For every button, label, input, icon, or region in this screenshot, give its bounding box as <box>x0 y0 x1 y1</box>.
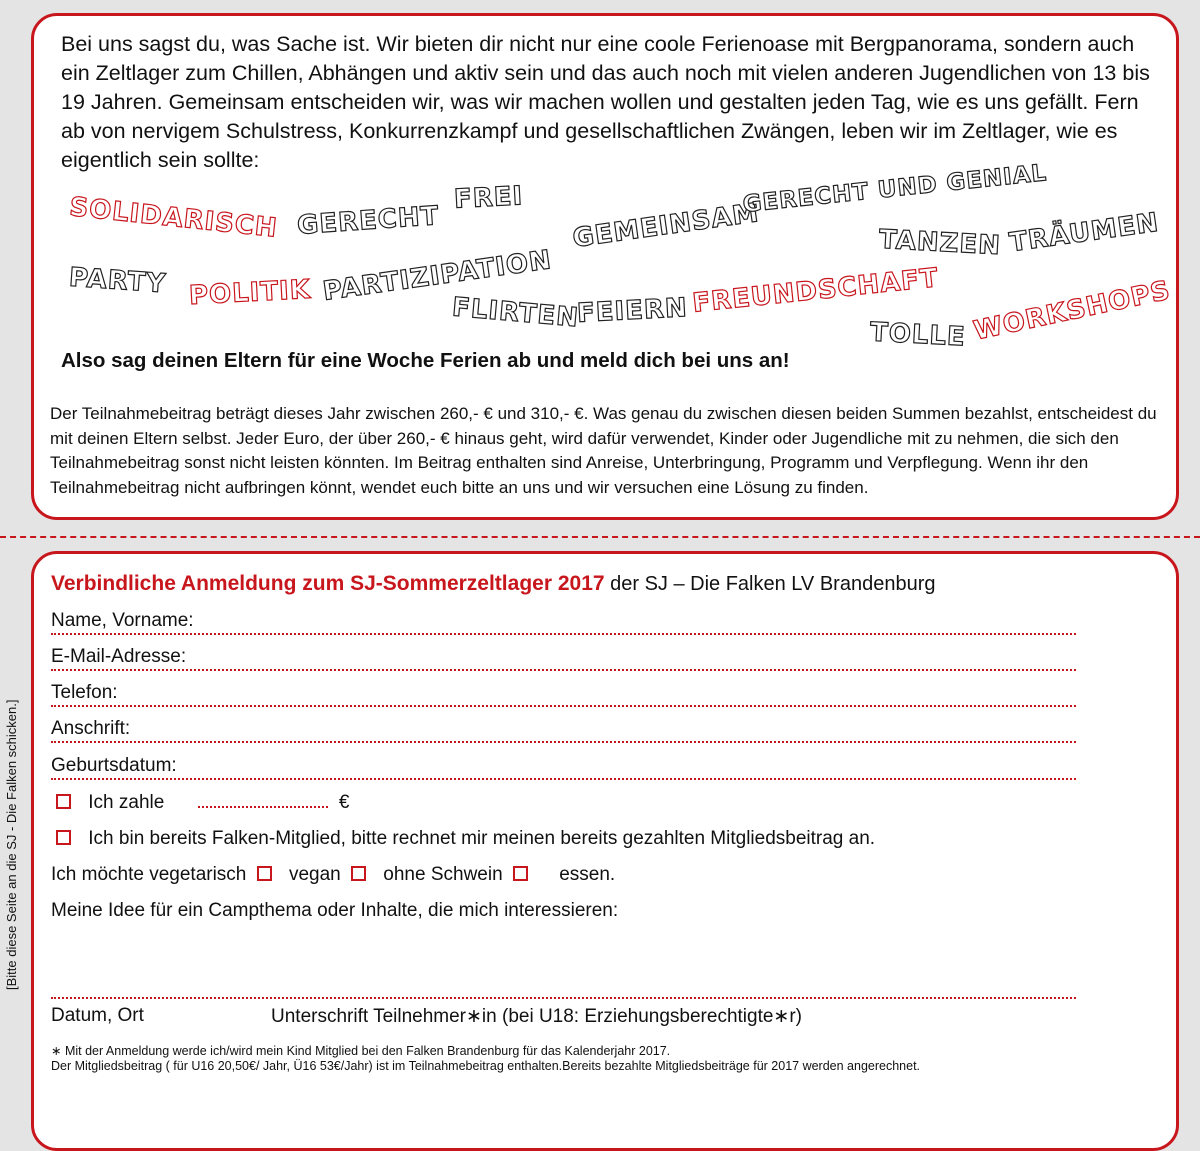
member-row <box>51 828 875 850</box>
amount-input[interactable] <box>198 806 328 808</box>
word-traeumen: TRÄUMEN <box>1007 207 1161 259</box>
date-place-label: Datum, Ort <box>51 1005 144 1026</box>
intro-text: Bei uns sagst du, was Sache ist. Wir bieten dir nicht nur eine coole Ferienoase mit Bergpanorama, sondern auch ein Zeltlager zum Chillen, Abhängen und aktiv sein und das auch noch mit vielen anderen Jugendlichen von 13 bis 19 Jahren. Gemeinsam entscheiden wir, was wir machen wollen und gestalten jeden Tag, wie es uns gefällt. Fern ab von nervigem Schulstress, Konkurrenzkampf und gesellschaftlichen Zwängen, leben wir im Zeltlager, wie es eigentlich sein sollte: <box>61 32 1150 172</box>
word-workshops: WORKSHOPS <box>971 275 1174 347</box>
pay-checkbox[interactable] <box>56 794 71 809</box>
word-tolle: TOLLE <box>869 317 967 353</box>
form-title-rest: der SJ – Die Falken LV Brandenburg <box>604 573 936 595</box>
no-pork-label: ohne Schwein <box>383 864 503 885</box>
form-title-bold: Verbindliche Anmeldung zum SJ-Sommerzeltlager 2017 <box>51 572 605 595</box>
info-card <box>31 13 1179 520</box>
registration-form <box>31 551 1179 1151</box>
word-gerecht: GERECHT <box>296 201 441 241</box>
form-title <box>51 572 935 596</box>
no-pork-checkbox[interactable] <box>513 866 528 881</box>
member-checkbox[interactable] <box>56 830 71 845</box>
member-label: Ich bin bereits Falken-Mitglied, bitte rechnet mir meinen bereits gezahlten Mitgliedsbeitrag an. <box>88 828 876 849</box>
vegan-checkbox[interactable] <box>351 866 366 881</box>
currency-label: € <box>338 792 350 813</box>
address-field[interactable]: Anschrift: <box>51 718 1076 743</box>
diet-row <box>51 864 615 886</box>
footnote-2: Der Mitgliedsbeitrag ( für U16 20,50€/ Jahr, Ü16 53€/Jahr) ist im Teilnahmebeitrag enthalten.Bereits bezahlte Mitgliedsbeiträge für 2017 werden angerechnet. <box>51 1059 921 1073</box>
birthdate-field[interactable]: Geburtsdatum: <box>51 755 1076 780</box>
name-field[interactable]: Name, Vorname: <box>51 610 1076 635</box>
cut-line <box>0 536 1200 538</box>
footnote <box>51 1044 920 1074</box>
word-gerecht-und-genial: GERECHT UND GENIAL <box>741 160 1049 218</box>
word-politik: POLITIK <box>188 274 312 312</box>
vegan-label: vegan <box>288 864 341 885</box>
footnote-1: ∗ Mit der Anmeldung werde ich/wird mein Kind Mitglied bei den Falken Brandenburg für das Kalenderjahr 2017. <box>51 1044 671 1058</box>
payment-row <box>51 792 349 814</box>
callout-text: Also sag deinen Eltern für eine Woche Ferien ab und meld dich bei uns an! <box>61 349 790 372</box>
pay-label: Ich zahle <box>88 792 165 813</box>
word-flirten: FLIRTEN <box>450 292 581 334</box>
vegetarian-checkbox[interactable] <box>257 866 272 881</box>
idea-field[interactable]: Meine Idee für ein Campthema oder Inhalte, die mich interessieren: <box>51 900 1076 999</box>
word-tanzen: TANZEN <box>878 224 1002 262</box>
word-feiern: FEIERN <box>576 293 689 329</box>
diet-prefix: Ich möchte vegetarisch <box>51 864 247 885</box>
signature-label: Unterschrift Teilnehmer∗in (bei U18: Erziehungsberechtigte∗r) <box>271 1006 802 1027</box>
word-freundschaft: FREUNDSCHAFT <box>691 263 941 319</box>
fee-text: Der Teilnahmebeitrag beträgt dieses Jahr zwischen 260,- € und 310,- €. Was genau du zwischen diesen beiden Summen bezahlst, entscheidest du mit deinen Eltern selbst. Jeder Euro, der über 260,- € hinaus geht, wird dafür verwendet, Kinder oder Jugendliche mit zu nehmen, die sich den Teilnahmebeitrag sonst nicht leisten könnten. Im Beitrag enthalten sind Anreise, Unterbringung, Programm und Verpflegung. Wenn ihr den Teilnahmebeitrag nicht aufbringen könnt, wendet euch bitte an uns und wir versuchen eine Lösung zu finden. <box>50 404 1157 497</box>
side-note: [Bitte diese Seite an die SJ - Die Falken schicken.] <box>4 699 19 990</box>
word-solidarisch: SOLIDARISCH <box>68 192 280 244</box>
word-frei: FREI <box>453 181 524 215</box>
word-partizipation: PARTIZIPATION <box>321 245 554 307</box>
phone-field[interactable]: Telefon: <box>51 682 1076 707</box>
email-field[interactable]: E-Mail-Adresse: <box>51 646 1076 671</box>
word-party: PARTY <box>68 262 168 300</box>
diet-suffix: essen. <box>559 864 616 885</box>
word-gemeinsam: GEMEINSAM <box>570 198 762 254</box>
